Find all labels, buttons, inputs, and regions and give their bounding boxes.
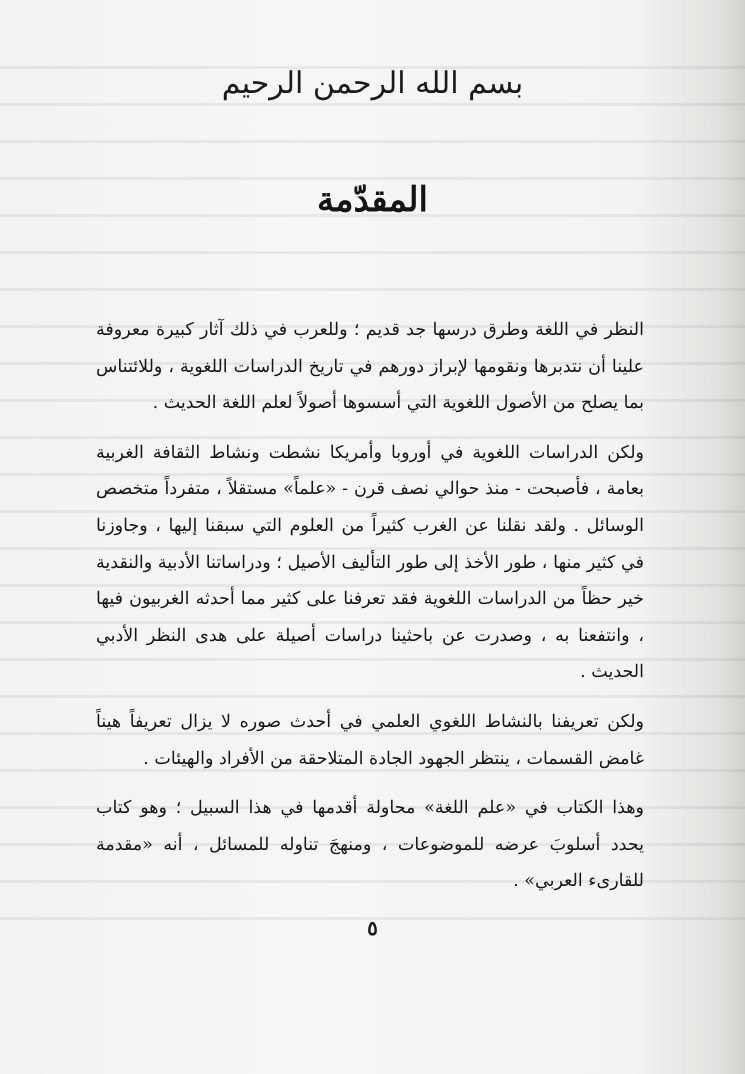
page-title: المقدّمة	[317, 180, 428, 220]
page-number: ٥	[367, 916, 378, 940]
body-text	[96, 312, 644, 913]
paragraph: ولكن الدراسات اللغوية في أوروبا وأمريكا نشطت ونشاط الثقافة الغربية بعامة ، فأصبحت - منذ حوالي نصف قرن - «علماً» مستقلاً ، متفرداً متخصص الوسائل . ولقد نقلنا عن الغرب كثيراً من العلوم التي سبقنا إليها ، وجاوزنا في كثير منها ، طور الأخذ إلى طور التأليف الأصيل ؛ ودراساتنا الأدبية والنقدية خير حظاً من الدراسات اللغوية فقد تعرفنا على كثير مما أحدثه الغربيون فيها ، وانتفعنا به ، وصدرت عن باحثينا دراسات أصيلة على هدى النظر الأدبي الحديث .	[96, 442, 644, 683]
basmala-calligraphy: بسم الله الرحمن الرحيم	[221, 66, 524, 101]
paragraph: النظر في اللغة وطرق درسها جد قديم ؛ وللعرب في ذلك آثار كبيرة معروفة علينا أن نتدبرها ونقومها لإبراز دورهم في تاريخ الدراسات اللغوية ، وللائتناس بما يصلح من الأصول اللغوية التي أسسوها أصولاً لعلم اللغة الحديث .	[96, 320, 644, 414]
paragraph: ولكن تعريفنا بالنشاط اللغوي العلمي في أحدث صوره لا يزال تعريفاً هيناً غامض القسمات ، ينتظر الجهود الجادة المتلاحقة من الأفراد والهيئات .	[96, 711, 644, 769]
paragraph: وهذا الكتاب في «علم اللغة» محاولة أقدمها في هذا السبيل ؛ وهو كتاب يحدد أسلوبَ عرضه للموضوعات ، ومنهجَ تناوله للمسائل ، أنه «مقدمة للقارىء العربي» .	[96, 798, 644, 892]
page-edge-shadow	[717, 0, 745, 1074]
